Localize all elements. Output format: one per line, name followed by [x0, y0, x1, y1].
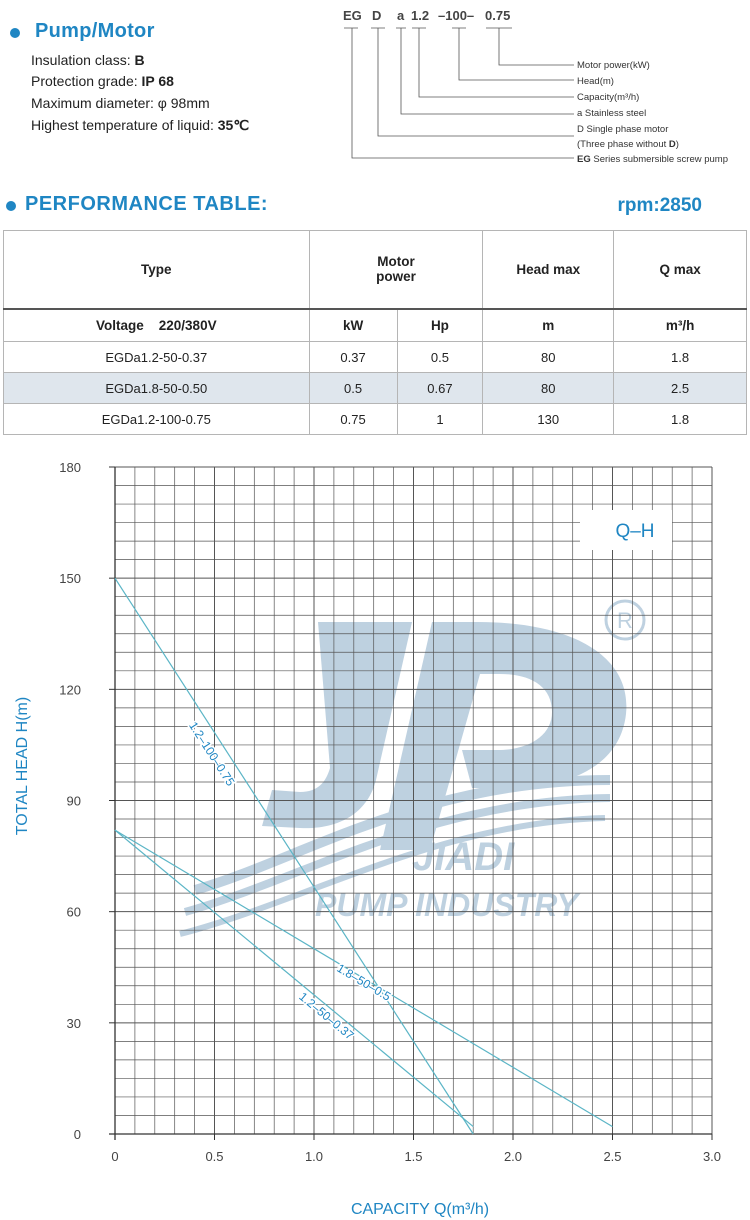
code-eg: EG	[343, 8, 362, 23]
spec-value: IP 68	[141, 73, 174, 89]
y-tick-label: 30	[66, 1015, 81, 1031]
table-row	[4, 404, 747, 435]
cell-hp: 0.67	[397, 373, 483, 404]
legend-motor-power: Motor power(kW)	[577, 60, 650, 71]
watermark-industry: PUMP INDUSTRY	[315, 887, 579, 923]
cell-kw: 0.75	[309, 404, 397, 435]
code-d: D	[372, 8, 382, 23]
performance-table	[3, 230, 747, 435]
cell-q: 2.5	[614, 373, 747, 404]
code-a: a	[397, 8, 405, 23]
y-tick-label: 90	[66, 793, 81, 809]
x-tick-label: 0	[111, 1149, 119, 1164]
rpm-label: rpm:2850	[617, 195, 702, 216]
x-tick-label: 3.0	[702, 1149, 722, 1164]
y-tick-label: 180	[59, 460, 81, 475]
x-tick-label: 0.5	[205, 1149, 224, 1164]
code-head: –100–	[438, 8, 475, 23]
x-axis-title: CAPACITY Q(m³/h)	[350, 1201, 490, 1218]
code-power: 0.75	[485, 8, 511, 23]
cell-type: EGDa1.2-50-0.37	[4, 342, 310, 373]
performance-bullet	[6, 201, 16, 211]
legend-series: EG Series submersible screw pump	[577, 154, 729, 165]
cell-type: EGDa1.8-50-0.50	[4, 373, 310, 404]
watermark-logo	[180, 601, 644, 934]
legend-capacity: Capacity(m³/h)	[577, 92, 640, 103]
table-header-row	[4, 231, 747, 309]
units-voltage: Voltage 220/380V	[4, 309, 310, 342]
y-tick-label: 60	[66, 904, 81, 920]
x-tick-label: 2.5	[603, 1149, 622, 1164]
spec-value: 35℃	[217, 117, 250, 133]
y-axis-title: TOTAL HEAD H(m)	[14, 696, 31, 836]
cell-head: 80	[483, 342, 614, 373]
watermark-jiadi: JIADI	[412, 835, 515, 879]
cell-q: 1.8	[614, 404, 747, 435]
legend-head: Head(m)	[577, 76, 614, 87]
cell-hp: 0.5	[397, 342, 483, 373]
units-m: m	[483, 309, 614, 342]
legend-single-phase: D Single phase motor	[577, 124, 669, 135]
y-tick-label: 120	[59, 682, 81, 698]
table-row	[4, 373, 747, 404]
spec-label: Insulation class:	[31, 52, 135, 68]
units-hp: Hp	[397, 309, 483, 342]
spec-value: B	[134, 52, 145, 68]
units-q: m³/h	[614, 309, 747, 342]
header-motor-power: Motor power	[309, 231, 483, 309]
qh-chart	[0, 450, 750, 1220]
cell-head: 130	[483, 404, 614, 435]
table-row	[4, 342, 747, 373]
chart-title: Q–H	[615, 521, 655, 542]
header-type: Type	[4, 231, 310, 309]
x-tick-label: 2.0	[503, 1149, 523, 1164]
header-head-max: Head max	[483, 231, 614, 309]
x-tick-label: 1.5	[404, 1149, 423, 1164]
series-label: 1.8–50–0.5	[334, 960, 394, 1004]
table-units-row	[4, 309, 747, 342]
cell-hp: 1	[397, 404, 483, 435]
spec-label: Protection grade:	[31, 73, 142, 89]
cell-q: 1.8	[614, 342, 747, 373]
spec-label: Maximum diameter: φ 98mm	[31, 95, 210, 111]
legend-stainless: a Stainless steel	[577, 108, 647, 119]
y-tick-label: 0	[73, 1127, 81, 1142]
svg-text:R: R	[617, 608, 633, 633]
legend-three-phase: (Three phase without D)	[577, 139, 679, 150]
spec-label: Highest temperature of liquid:	[31, 117, 218, 133]
cell-kw: 0.5	[309, 373, 397, 404]
cell-kw: 0.37	[309, 342, 397, 373]
cell-head: 80	[483, 373, 614, 404]
x-tick-label: 1.0	[304, 1149, 324, 1164]
series-label: 1.2–100–0.75	[186, 719, 238, 789]
performance-title: PERFORMANCE TABLE:	[25, 193, 269, 215]
code-capacity: 1.2	[411, 8, 430, 23]
series-label: 1.2–50–0.37	[296, 989, 357, 1043]
y-tick-label: 150	[59, 571, 81, 587]
pump-motor-title: Pump/Motor	[35, 20, 155, 42]
units-kw: kW	[309, 309, 397, 342]
cell-type: EGDa1.2-100-0.75	[4, 404, 310, 435]
header-q-max: Q max	[614, 231, 747, 309]
